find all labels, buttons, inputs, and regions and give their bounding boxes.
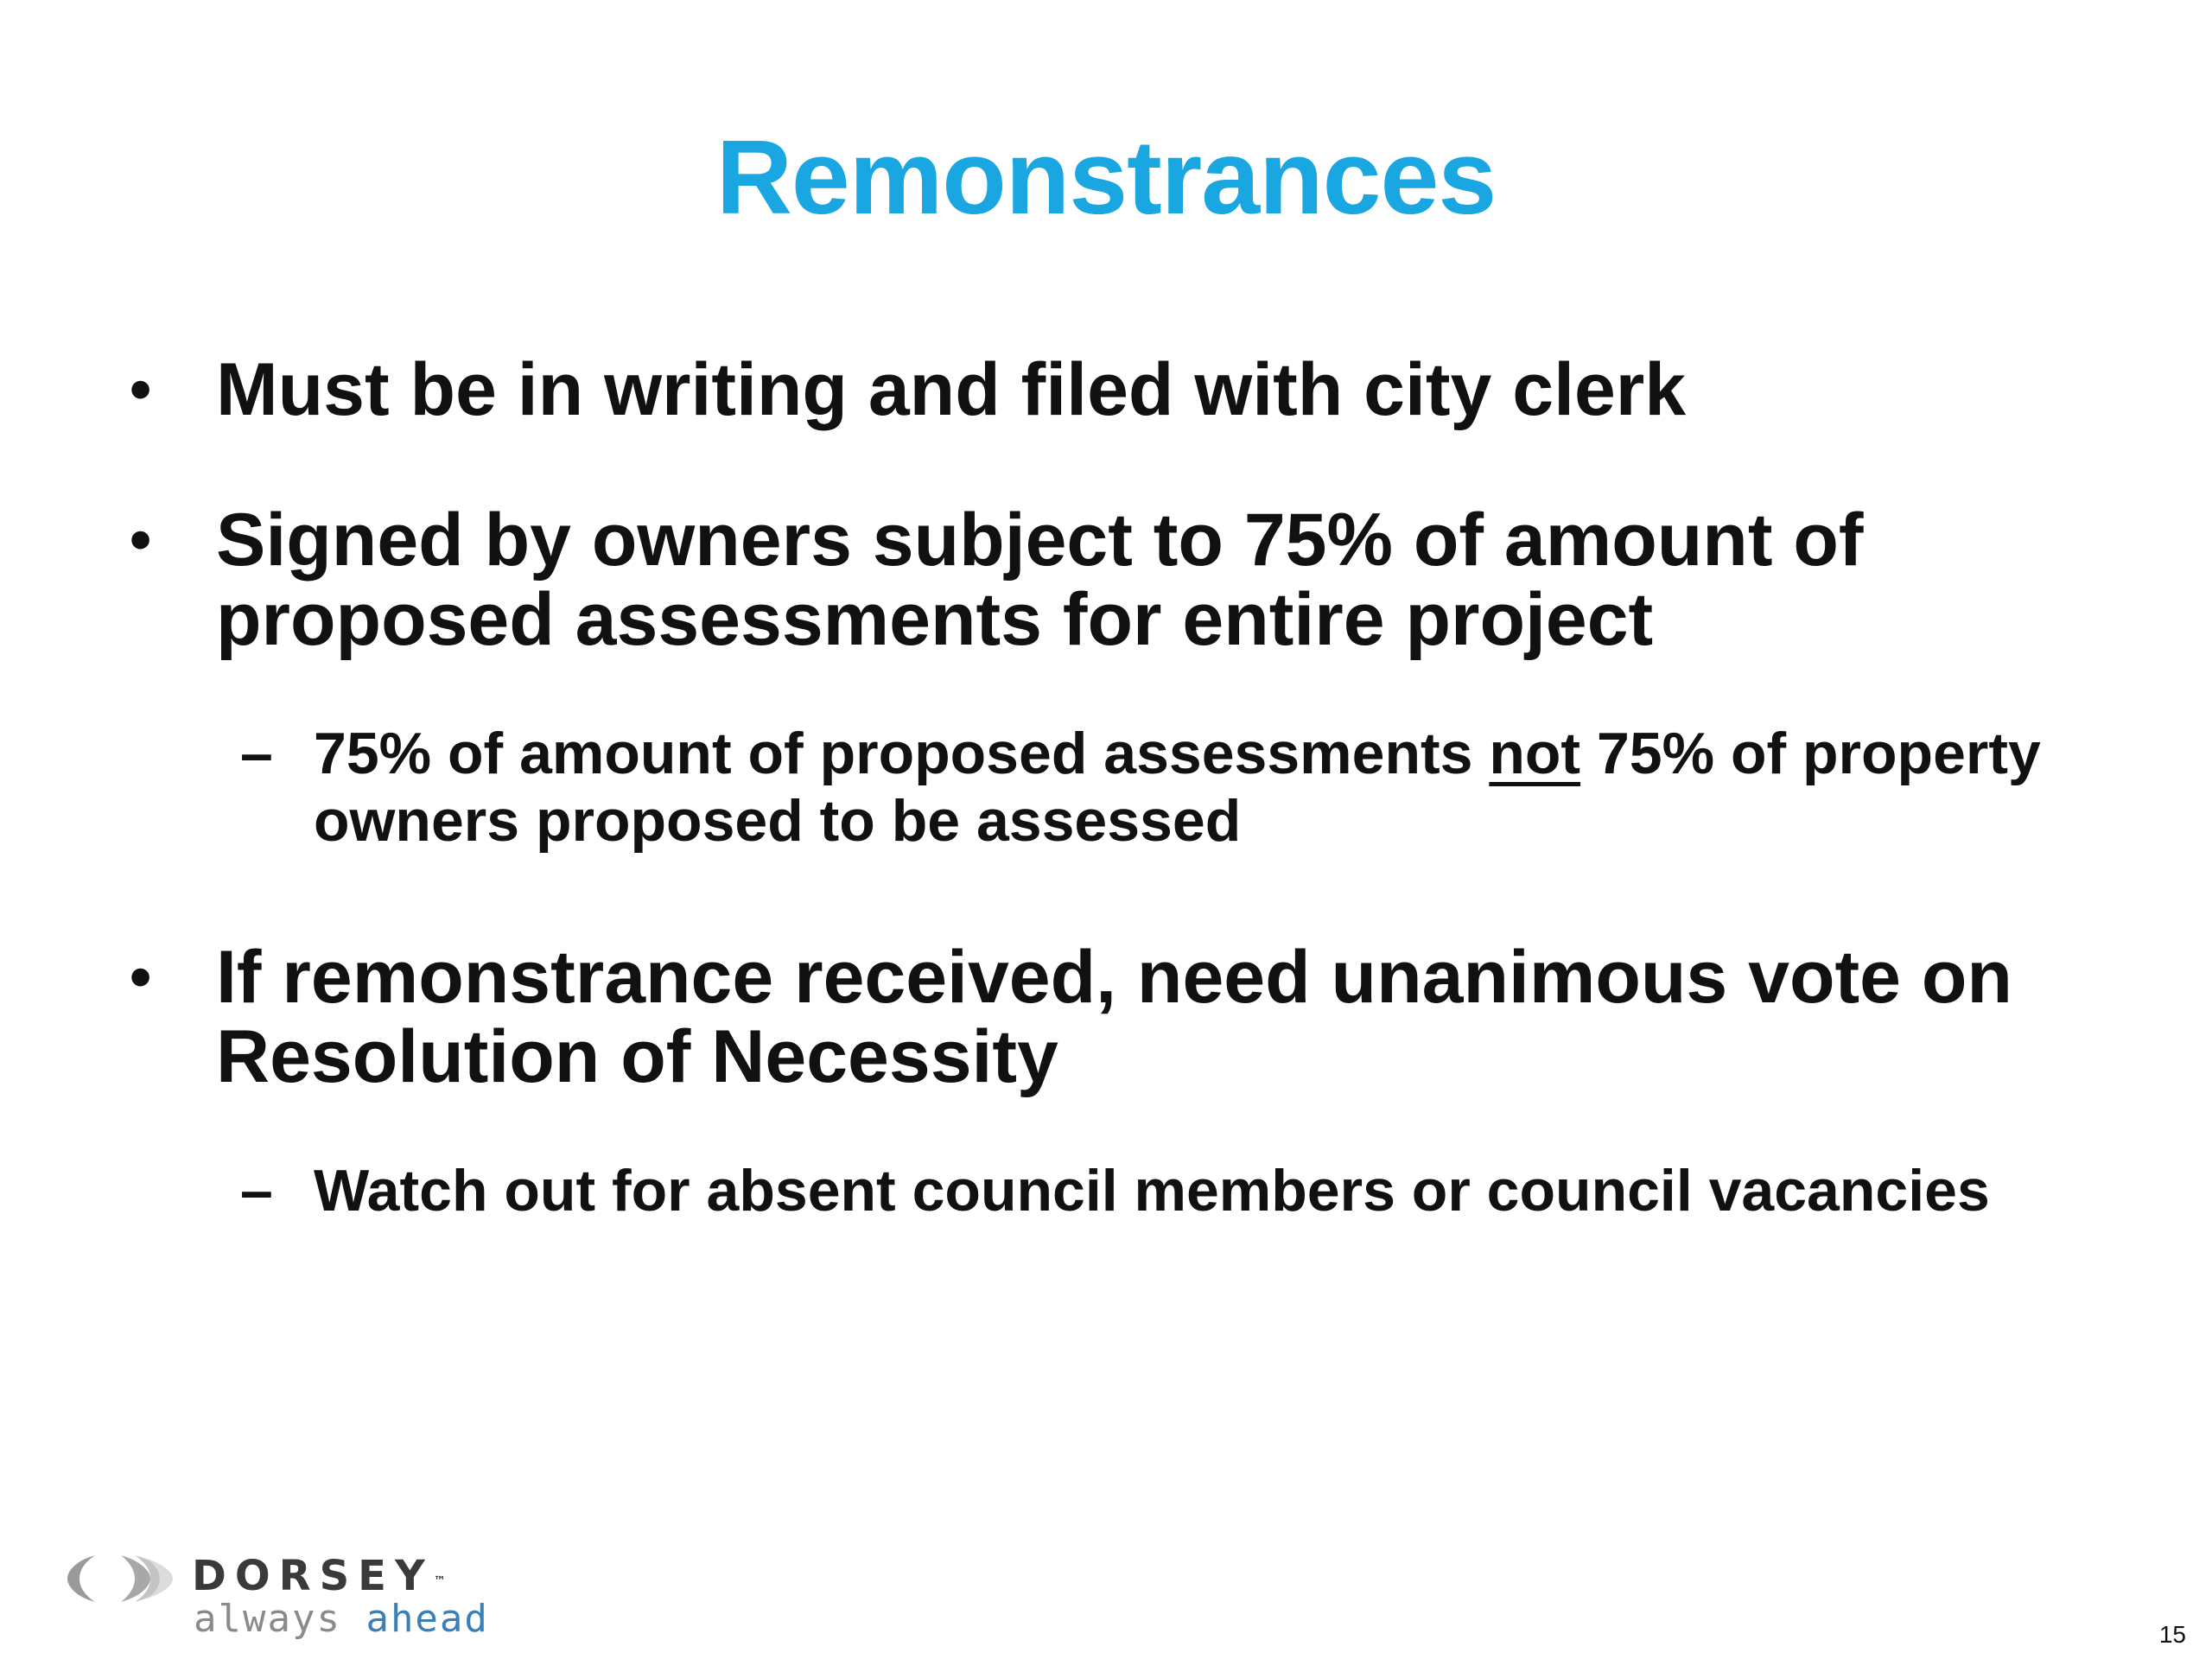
- trademark-symbol: ™: [433, 1574, 446, 1588]
- sub-bullet-text: Watch out for absent council members or council vacancies: [314, 1158, 1990, 1224]
- dorsey-logo: [60, 1548, 510, 1643]
- tagline-always: always: [194, 1597, 341, 1641]
- bullet-list: [130, 350, 2117, 1224]
- sub-bullet-item: [130, 1157, 2117, 1224]
- tagline-ahead: ahead: [365, 1597, 489, 1641]
- logo-tagline: [194, 1597, 489, 1642]
- sub-bullet-text-before: 75% of amount of proposed assessments: [314, 721, 1490, 786]
- bullet-marker: •: [130, 943, 152, 1012]
- dash-marker: –: [240, 1158, 273, 1224]
- wordmark-text: DORSEY: [192, 1552, 434, 1600]
- bullet-text: If remonstrance received, need unanimous vote on Resolution of Necessity: [216, 936, 2012, 1098]
- bullet-item: [130, 938, 2117, 1096]
- dash-marker: –: [240, 721, 273, 786]
- bullet-text: Signed by owners subject to 75% of amount of proposed assessments for entire project: [216, 499, 1864, 661]
- bullet-marker: •: [130, 505, 152, 575]
- bullet-item: [130, 500, 2117, 659]
- bullet-item: [130, 350, 2117, 429]
- slide-title: Remonstrances: [715, 118, 1497, 236]
- bullet-text: Must be in writing and filed with city clerk: [216, 348, 1687, 431]
- page-number: 15: [2158, 1621, 2186, 1648]
- dorsey-chevron-logo-icon: [60, 1548, 207, 1609]
- logo-wordmark: [192, 1550, 446, 1602]
- sub-bullet-item: [130, 720, 2117, 855]
- sub-bullet-text-after: 75% of property owners proposed to be assessed: [314, 721, 2041, 854]
- bullet-marker: •: [130, 355, 152, 424]
- underlined-word: not: [1489, 721, 1581, 786]
